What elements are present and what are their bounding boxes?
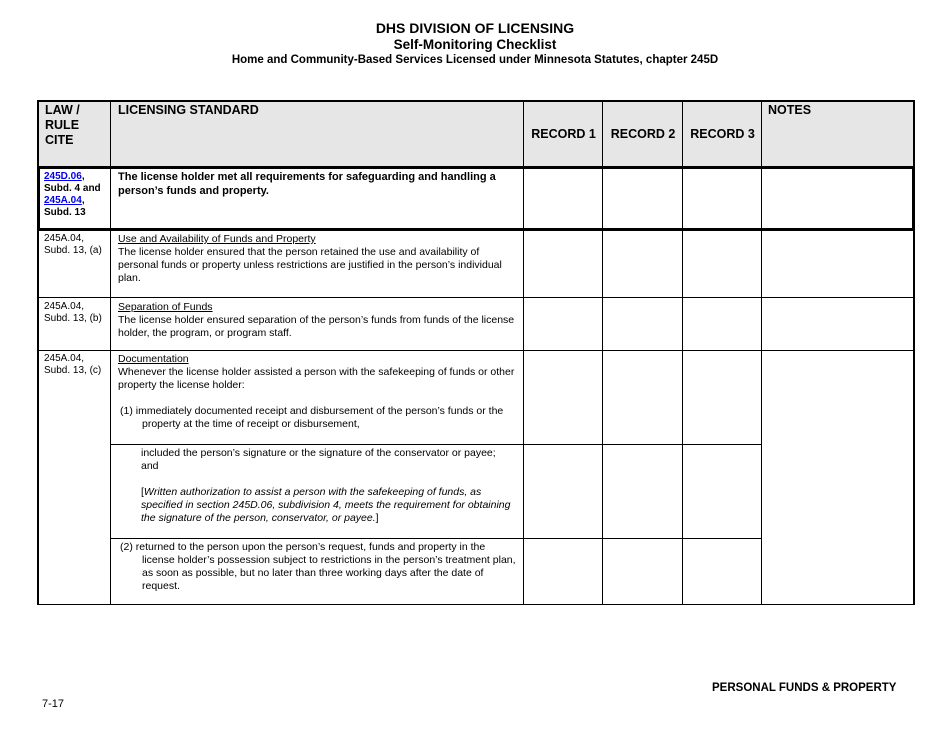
col-header-notes bbox=[762, 101, 914, 167]
row3-standard-a bbox=[118, 353, 520, 431]
col-header-record1-label: RECORD 1 bbox=[531, 126, 596, 141]
row-line-2 bbox=[37, 350, 915, 351]
main-row-cite: 245D.06, Subd. 4 and 245A.04, Subd. 13 bbox=[44, 171, 101, 218]
cite-link-245a04[interactable]: 245A.04 bbox=[44, 195, 82, 206]
row3-standard-c bbox=[118, 541, 518, 593]
document-description: Home and Community-Based Services Licensed under Minnesota Statutes, chapter 245D bbox=[231, 54, 719, 66]
cite-text-subd13: Subd. 13 bbox=[44, 207, 86, 218]
row2-heading: Separation of Funds bbox=[118, 301, 213, 313]
main-row-thick-border bbox=[37, 166, 915, 231]
col-header-record2 bbox=[603, 101, 683, 167]
row2-text: The license holder ensured separation of the person’s funds from funds of the license holder, the program, or program staff. bbox=[118, 314, 515, 339]
row3-cite bbox=[44, 353, 108, 377]
cite-text-subd4: Subd. 4 and bbox=[44, 183, 101, 194]
row3-note-text: Written authorization to assist a person with the safekeeping of funds, as specified in section 245D.06, subdivision 4, meets the requirement for obtaining the signature of the person, conservator, or payee. bbox=[141, 486, 511, 524]
page-number: 7-17 bbox=[42, 698, 65, 710]
row1-heading: Use and Availability of Funds and Property bbox=[118, 233, 316, 245]
document-subtitle: Self-Monitoring Checklist bbox=[393, 37, 557, 52]
cite-link-245d06[interactable]: 245D.06 bbox=[44, 171, 82, 182]
row-line-1 bbox=[37, 297, 915, 298]
row3-cite-text: 245A.04, Subd. 13, (c) bbox=[44, 353, 102, 376]
main-row-standard-text: The license holder met all requirements for safeguarding and handling a person’s funds and property. bbox=[118, 171, 496, 197]
row3-note: [Written authorization to assist a person with the safekeeping of funds, as specified in section 245D.06, subdivision 4, meets the requirement for obtaining the signature of the person, conservator, or payee.] bbox=[141, 486, 511, 524]
col-header-record2-label: RECORD 2 bbox=[610, 126, 676, 141]
row2-cite bbox=[44, 301, 108, 325]
col-header-record3-label: RECORD 3 bbox=[690, 126, 755, 141]
col-header-notes-label: NOTES bbox=[768, 103, 812, 117]
row1-text: The license holder ensured that the person retained the use and availability of personal funds or property unless restrictions are justified in the person’s individual plan. bbox=[118, 246, 502, 284]
row3-item2: (2) returned to the person upon the person’s request, funds and property in the license holder’s possession subject to restrictions in the person’s treatment plan, as soon as possible, but no later than three working days after the date of request. bbox=[120, 541, 516, 592]
row1-cite-text: 245A.04, Subd. 13, (a) bbox=[44, 233, 102, 256]
row3-item1: (1) immediately documented receipt and disbursement of the person’s funds or the property at the time of receipt or disbursement, bbox=[120, 405, 504, 430]
table-bottom-border bbox=[37, 604, 915, 605]
row3-heading: Documentation bbox=[118, 353, 189, 365]
col-header-law bbox=[38, 101, 111, 167]
col-header-record1 bbox=[524, 101, 603, 167]
col-header-standard bbox=[111, 101, 524, 167]
row3-standard-b bbox=[141, 447, 516, 525]
row2-standard bbox=[118, 301, 520, 340]
row-line-3a bbox=[110, 444, 762, 445]
row1-cite bbox=[44, 233, 108, 257]
col-header-standard-label: LICENSING STANDARD bbox=[118, 103, 259, 117]
col-header-record3 bbox=[683, 101, 762, 167]
row-line-3b bbox=[110, 538, 762, 539]
row3-text: Whenever the license holder assisted a person with the safekeeping of funds or other property the license holder: bbox=[118, 366, 515, 391]
table-top-border bbox=[37, 100, 915, 102]
section-name: PERSONAL FUNDS & PROPERTY bbox=[712, 682, 897, 694]
col-header-law-label: LAW / RULE CITE bbox=[45, 103, 80, 147]
row1-standard bbox=[118, 233, 520, 285]
row2-cite-text: 245A.04, Subd. 13, (b) bbox=[44, 301, 102, 324]
document-title: DHS DIVISION OF LICENSING bbox=[375, 20, 575, 36]
row3-item1b: included the person’s signature or the signature of the conservator or payee; and bbox=[141, 447, 496, 472]
